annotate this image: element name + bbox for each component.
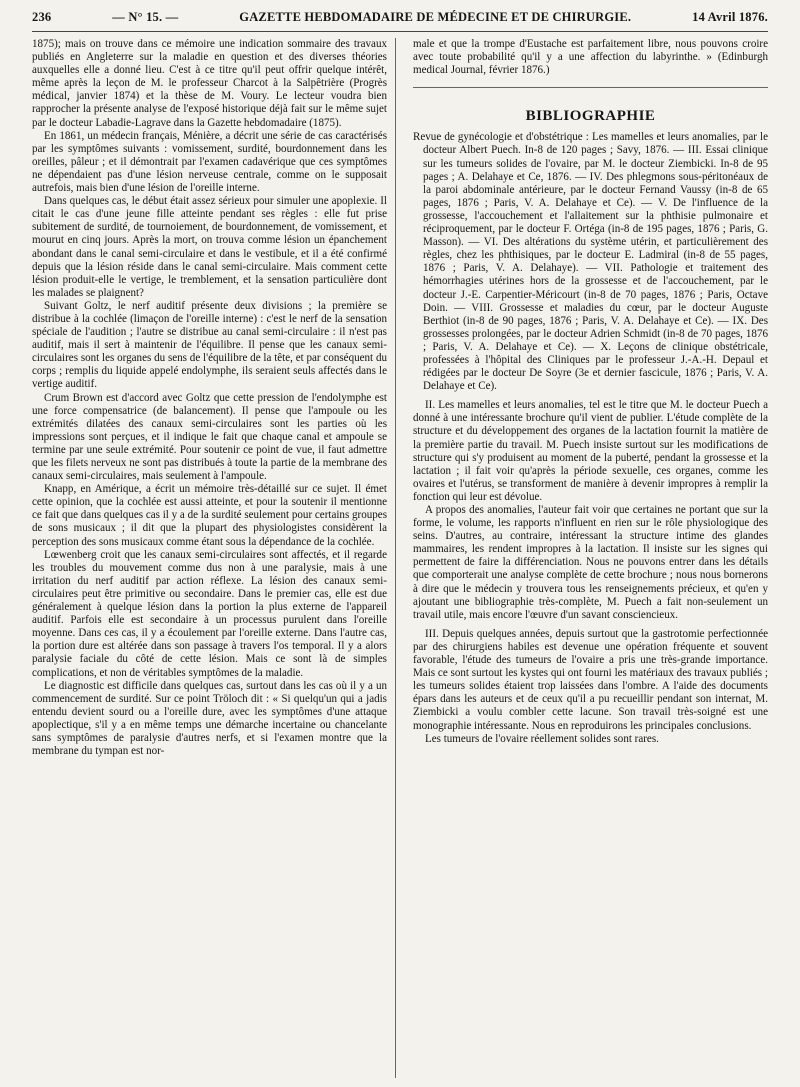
paragraph: A propos des anomalies, l'auteur fait voir que certaines ne portant que sur la forme, le volume, les rapports n'influent en rien sur le rôle physiologique des seins. D'autres, au contraire, intéressant la structure intime des glandes mammaires, les rendent impropres à la lactation. Il insiste sur les signes qui permettent de faire la différenciation. Nous ne pouvons entrer dans les détails que comporterait une analyse complète de cette brochure ; nous nous bornerons à dire que le médecin y trouvera tous les renseignements précieux, et qu'en y ajoutant une bibliographie très-complète, M. Puech a fait non-seulement un travail utile, mais encore l'œuvre d'un savant consciencieux. bbox=[413, 504, 768, 621]
paragraph: 1875); mais on trouve dans ce mémoire une indication sommaire des travaux publiés en Angleterre sur la maladie en question et des diverses théories auxquelles elle a donné lieu. C'est à ce titre qu'il peut offrir quelque intérêt, même après la leçon de M. le professeur Charcot à la Salpêtrière (Progrès médical, janvier 1874) et la thèse de M. Voury. Le lecteur voudra bien rapprocher la présente analyse de l'exposé historique déjà fait sur le même sujet par le docteur Labadie-Lagrave dans la Gazette hebdomadaire (1875). bbox=[32, 38, 387, 129]
right-column bbox=[409, 38, 768, 1078]
paragraph: Les tumeurs de l'ovaire réellement solides sont rares. bbox=[425, 732, 659, 745]
page-number: 236 bbox=[32, 10, 52, 24]
bibliography-entry: Revue de gynécologie et d'obstétrique : Les mamelles et leurs anomalies, par le docteur Albert Puech. In-8 de 120 pages ; Savy, 1876. — III. Essai clinique sur les tumeurs solides de l'ovaire, par M. le docteur Ziembicki. In-8 de 95 pages ; A. Delahaye et Ce, 1876. — IV. Des phlegmons sous-péritonéaux de la paroi abdominale antérieure, par le docteur Fernand Vaussy (in-8 de 65 pages, 1876 ; Paris, V. A. Delahaye et Ce). — V. De l'influence de la grossesse, l'accouchement et l'allaitement sur la phthisie pulmonaire et réciproquement, par le docteur F. Ortéga (in-8 de 195 pages, 1876 ; Paris, G. Masson). — VI. Des altérations du système utérin, et particulièrement des règles, chez les phthisiques, par le docteur E. Ladmiral (in-8 de 55 pages, 1876 ; Paris, V. A. Delahaye). — VII. Pathologie et traitement des hémorrhagies utérines hors de la grossesse et de l'accouchement, par le docteur J.-E. Carpentier-Méricourt (in-8 de 70 pages, 1876 ; Paris, Octave Doin. — VIII. Grossesse et maladies du cœur, par le docteur Auguste Berthiot (in-8 de 90 pages, 1876 ; Paris, V. A. Delahaye et Ce). — IX. Des grossesses prolongées, par le docteur Adrien Schmidt (in-8 de 70 pages, 1876 ; Paris, V. A. Delahaye et Ce). — X. Leçons de clinique obstétricale, professées à l'hôpital des Cliniques par le professeur J.-A.-H. Depaul et rédigées par le docteur De Soyre (3e et dernier fascicule, 1876 ; Paris, V. A. Delahaye et Ce). bbox=[413, 131, 768, 393]
paragraph: II. Les mamelles et leurs anomalies, tel est le titre que M. le docteur Puech a donné à une intéressante brochure qu'il vient de publier. L'étude complète de la structure et du développement des organes de la lactation fournit la matière de la première partie du travail. M. Puech insiste surtout sur les modifications de structure qui s'y produisent au moment de la puberté, pendant la grossesse et la lactation ; il fait voir qu'après la période sexuelle, ces organes, comme les ovaires et l'utérus, se transforment de manière à devenir impropres à remplir la fonction qui leur est dévolue. bbox=[413, 399, 768, 503]
paragraph: Dans quelques cas, le début était assez sérieux pour simuler une apoplexie. Il citait le cas d'une jeune fille atteinte pendant ses règles : elle fut prise subitement de surdité, de tournoiement, de bourdonnement, de vomissement, et mourut en cinq jours. Après la mort, on trouva comme lésion un épanchement abondant dans le canal semi-circulaire et dans le vestibule, et il a été confirmé depuis que la lésion réside dans le canal semi-circulaire. Mais comment cette lésion produit-elle le vertige, le tremblement, et la sensation particulière dont les malades se plaignent? bbox=[32, 195, 387, 299]
left-column bbox=[32, 38, 396, 1078]
paragraph: Lœwenberg croit que les canaux semi-circulaires sont affectés, et il regarde les troubles du mouvement comme dus non à une paralysie, mais à une irritation du nerf auditif par action réflexe. La lésion des canaux semi-circulaires peut être primitive ou secondaire. Dans le premier cas, elle est due généralement à quelque lésion dans la portion la plus externe de l'appareil auditif. Parfois elle est secondaire à un processus purulent dans l'oreille moyenne. Dans ces cas, il y a écoulement par l'oreille externe. Dans l'autre cas, la portion dure est altérée dans son passage à travers l'os temporal. Il y a alors paralysie faciale du côté de cette lésion. Mais ce sont là de simples complications, et non de véritables symptômes de la maladie. bbox=[32, 548, 387, 679]
issue-date: 14 Avril 1876. bbox=[692, 10, 768, 24]
paragraph: male et que la trompe d'Eustache est parfaitement libre, nous pouvons croire avec toute probabilité qu'il y a une affection du labyrinthe. » (Edinburgh medical Journal, février 1876.) bbox=[413, 38, 768, 77]
paragraph: Crum Brown est d'accord avec Goltz que cette pression de l'endolymphe est une force compensatrice (de balancement). Il pense que l'ampoule ou les extrémités dilatées des canaux semi-circulaires sont les parties où les impressions sont perçues, et il indique le fait que chaque canal et ampoule se termine par une seule extrémité. Pour soutenir ce point de vue, il faut admettre que les filets nerveux ne sont pas distribués à toute la partie de la membrane des canaux semi-circulaires, mais seulement à l'ampoule. bbox=[32, 391, 387, 483]
paragraph: Knapp, en Amérique, a écrit un mémoire très-détaillé sur ce sujet. Il émet cette opinion, que la cochlée est aussi atteinte, et pour la soutenir il mentionne ce fait que dans quelques cas il y a de la surdité seulement pour certains groupes de sons musicaux ; il dit que la plupart des physiologistes considèrent la perception des sons musicaux comme étant sous la dépendance de la cochlée. bbox=[32, 483, 387, 548]
section-heading: BIBLIOGRAPHIE bbox=[525, 108, 656, 125]
journal-title: GAZETTE HEBDOMADAIRE DE MÉDECINE ET DE CHIRURGIE. bbox=[239, 10, 632, 24]
section-divider bbox=[413, 87, 768, 88]
issue-number: — N° 15. — bbox=[112, 10, 179, 24]
paragraph: III. Depuis quelques années, depuis surtout que la gastrotomie perfectionnée par des chirurgiens habiles est devenue une opération fréquente et souvent favorable, l'étude des tumeurs de l'ovaire a pris une très-grande importance. Mais ce sont surtout les kystes qui ont fourni les matériaux des travaux publiés ; les tumeurs solides étaient trop laissées dans l'ombre. A l'aide des documents épars dans les auteurs et de ceux qu'il a pu recueillir pendant son internat, M. Ziembicki a voulu combler cette lacune. Son travail très-soigné est une monographie intéressante. Nous en reproduirons les principales conclusions. bbox=[413, 627, 768, 732]
paragraph: Le diagnostic est difficile dans quelques cas, surtout dans les cas où il y a un commencement de surdité. Sur ce point Tröloch dit : « Si quelqu'un qui a jadis entendu devient sourd ou a l'oreille dure, avec les symptômes d'une attaque apoplectique, s'il y a en même temps une démarche incertaine ou chancelante sans symptômes de paralysie d'autres nerfs, et si l'examen montre que la membrane du tympan est nor- bbox=[32, 679, 387, 758]
paragraph: Suivant Goltz, le nerf auditif présente deux divisions ; la première se distribue à la cochlée (limaçon de l'oreille interne) : c'est le nerf de la sensation spéciale de l'audition ; l'autre se distribue au canal semi-circulaire : il n'est pas auditif, mais il sert à maintenir de l'équilibre. Il pense que les canaux semi-circulaires sont les organes du sens de l'équilibre de la tête, et par conséquent du corps ; remplis du liquide appelé endolymphe, ils seraient seuls affectés dans le vertige auditif. bbox=[32, 299, 387, 391]
two-column-body bbox=[32, 38, 768, 1078]
running-header bbox=[32, 10, 768, 32]
paragraph: En 1861, un médecin français, Ménière, a décrit une série de cas caractérisés par les symptômes suivants : vomissement, surdité, bourdonnement dans les oreilles, pâleur ; et il démontrait par l'examen cadavérique que ces symptômes ne dépendaient pas d'une lésion nerveuse centrale, comme on le supposait autrefois, mais bien d'une lésion de l'oreille interne. bbox=[32, 129, 387, 195]
